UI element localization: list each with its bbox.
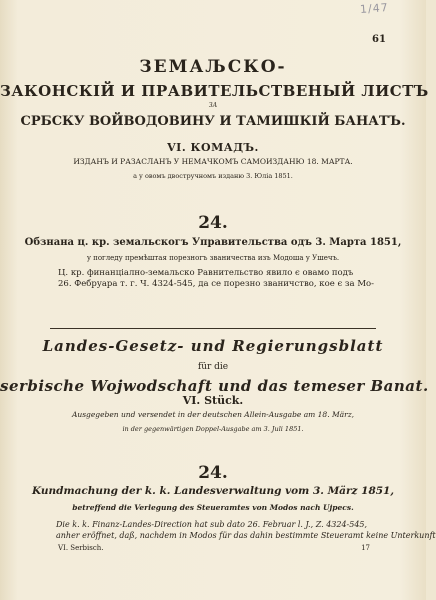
serbian-title-line3: СРБСКУ ВОЙВОДОВИНУ И ТАМИШКІЙ БАНАТЪ. bbox=[20, 114, 406, 129]
serbian-issued-note: ИЗДАНЪ И РАЗАСЛАНЪ У НЕМАЧКОМЪ САМОИЗДАНЮ 18. МАРТА. bbox=[73, 157, 353, 166]
page-footer bbox=[58, 544, 370, 552]
serbian-paragraph bbox=[58, 268, 375, 290]
page-number: 61 bbox=[372, 34, 386, 45]
german-paragraph-line: Die k. k. Finanz-Landes-Direction hat sub dato 26. Februar l. J., Z. 4324-545, bbox=[56, 520, 368, 529]
footer-signature: VI. Serbisch. bbox=[58, 544, 104, 552]
serbian-edition-note: а у овомъ двостручномъ изданю 3. Юліа 1851. bbox=[133, 172, 293, 180]
serbian-paragraph-line: 26. Фебруара т. г. Ч. 4324-545, да се порезно званичство, кое є за Мо- bbox=[58, 279, 375, 289]
serbian-title-line1: ЗЕМАЉСКО- bbox=[139, 57, 287, 77]
serbian-subheading: у погледу премѣштая порезногъ званичества изъ Модоша у Ушечъ. bbox=[86, 254, 340, 262]
german-paragraph bbox=[56, 519, 436, 541]
german-edition-note: in der gegenwärtigen Doppel-Ausgabe am 3. Juli 1851. bbox=[122, 425, 304, 433]
serbian-item-number: 24. bbox=[198, 213, 228, 233]
german-paragraph-line: anher eröffnet, daß, nachdem in Modos für das dahin bestimmte Steueramt keine Unterkunft bbox=[56, 531, 436, 540]
serbian-heading: Обзнана ц. кр. земальскогъ Управительства одъ 3. Марта 1851, bbox=[24, 237, 402, 248]
serbian-title-conj: ЗА bbox=[208, 102, 218, 109]
german-subheading: betreffend die Verlegung des Steueramtes von Modos nach Ujpecs. bbox=[72, 503, 354, 512]
german-title-conj: für die bbox=[197, 362, 229, 372]
german-title-line2: serbische Wojwodschaft und das temeser Banat. bbox=[0, 377, 429, 395]
pencil-annotation: 1/47 bbox=[359, 1, 390, 16]
section-divider bbox=[50, 328, 376, 329]
german-heading: Kundmachung der k. k. Landesverwaltung vom 3. März 1851, bbox=[31, 485, 395, 497]
german-issue: VI. Stück. bbox=[182, 394, 244, 407]
footer-sheet-number: 17 bbox=[361, 544, 370, 552]
serbian-paragraph-line: Ц. кр. финанціално-земальско Равнительство явило є овамо подъ bbox=[58, 268, 354, 278]
serbian-title-line2: ЗАКОНСКІЙ И ПРАВИТЕЛЬСТВЕНЫЙ ЛИСТЪ bbox=[0, 82, 429, 100]
german-item-number: 24. bbox=[198, 463, 228, 483]
german-title-line1: Landes-Gesetz- und Regierungsblatt bbox=[42, 337, 384, 355]
serbian-issue: VI. КОМАДЪ. bbox=[167, 141, 259, 154]
german-issued-note: Ausgegeben und versendet in der deutschen Allein-Ausgabe am 18. März, bbox=[71, 410, 355, 419]
